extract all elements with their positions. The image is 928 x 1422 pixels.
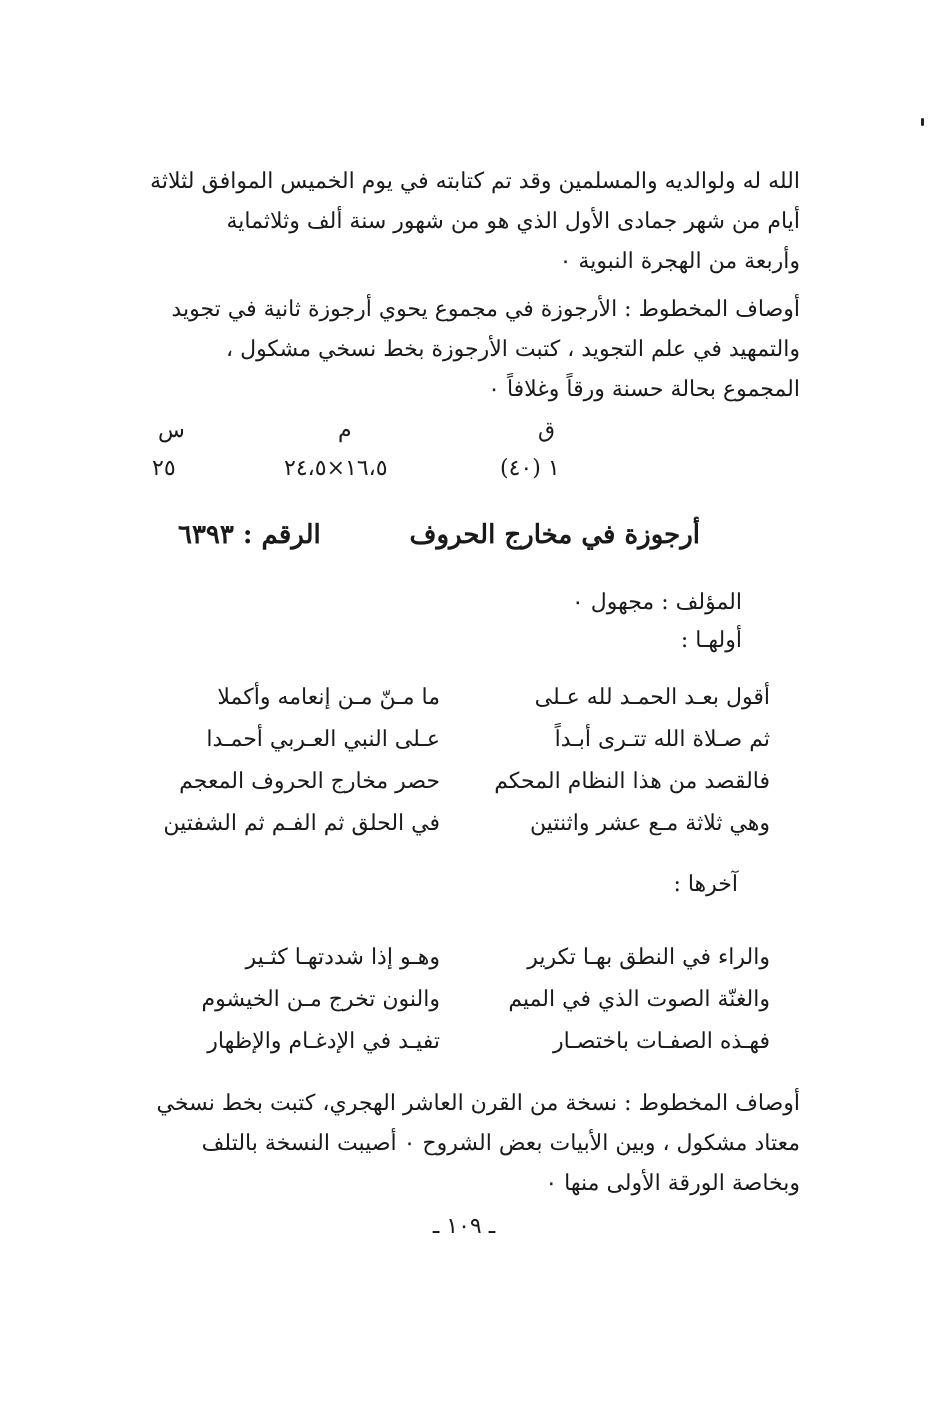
verse-row — [170, 1020, 770, 1062]
description-2-line-2: معتاد مشكول ، وبين الأبيات بعض الشروح ٠ أصيبت النسخة بالتلف — [201, 1131, 800, 1156]
verse-second-hemistich: ما مـنّ مـن إنعامه وأكملا — [217, 684, 440, 710]
colophon-line-2: أيام من شهر جمادى الأول الذي هو من شهور سنة ألف وثلاثماية — [226, 209, 800, 234]
manuscript-description-1 — [140, 290, 800, 410]
verse-row — [170, 718, 770, 760]
ending-label: آخرها : — [673, 872, 738, 897]
meta-header-s: س — [158, 418, 185, 443]
description-1-line-2: والتمهيد في علم التجويد ، كتبت الأرجوزة بخط نسخي مشكول ، — [225, 337, 800, 362]
margin-mark — [921, 118, 924, 126]
verse-second-hemistich: في الحلق ثم الفـم ثم الشفتين — [163, 810, 440, 836]
manuscript-description-2 — [140, 1084, 800, 1204]
verse-second-hemistich: حصر مخارج الحروف المعجم — [179, 768, 440, 794]
verse-first-hemistich: ثم صـلاة الله تتـرى أبـداً — [554, 726, 770, 752]
description-1-line-1: أوصاف المخطوط : الأرجوزة في مجموع يحوي أرجوزة ثانية في تجويد — [171, 297, 800, 322]
meta-value-m: ١٦،٥×٢٤،٥ — [284, 456, 388, 481]
entry-number: الرقم : ٦٣٩٣ — [178, 520, 321, 550]
verse-row — [163, 802, 770, 844]
verse-first-hemistich: والغنّة الصوت الذي في الميم — [508, 986, 770, 1012]
verse-second-hemistich: تفيـد في الإدغـام والإظهار — [207, 1028, 440, 1054]
entry-heading — [170, 520, 710, 564]
meta-header-m: م — [338, 418, 352, 443]
page-number: ـ ١٠٩ ـ — [432, 1214, 496, 1239]
verse-first-hemistich: فهـذه الصفـات باختصـار — [553, 1028, 770, 1054]
beginning-label: أولهـا : — [680, 628, 742, 653]
verse-first-hemistich: والراء في النطق بهـا تكرير — [527, 944, 770, 970]
colophon-paragraph — [140, 162, 800, 282]
verse-first-hemistich: وهي ثلاثة مـع عشر واثنتين — [529, 810, 770, 836]
meta-value-q: ١ (٤٠) — [500, 456, 560, 481]
verse-second-hemistich: عـلى النبي العـربي أحمـدا — [206, 726, 440, 752]
verse-second-hemistich: وهـو إذا شددتهـا كثـير — [245, 944, 440, 970]
colophon-line-1: الله له ولوالديه والمسلمين وقد تم كتابته في يوم الخميس الموافق لثلاثة — [150, 169, 800, 194]
description-1-line-3: المجموع بحالة حسنة ورقاً وغلافاً ٠ — [488, 377, 800, 402]
description-2-line-3: وبخاصة الورقة الأولى منها ٠ — [545, 1171, 800, 1196]
ending-verses — [170, 936, 770, 1062]
meta-header-q: ق — [538, 418, 556, 443]
verse-row — [170, 676, 770, 718]
description-2-line-1: أوصاف المخطوط : نسخة من القرن العاشر الهجري، كتبت بخط نسخي — [156, 1091, 800, 1116]
entry-title: أرجوزة في مخارج الحروف — [409, 520, 700, 550]
colophon-line-3: وأربعة من الهجرة النبوية ٠ — [559, 249, 800, 274]
beginning-verses — [163, 676, 770, 844]
author-line: المؤلف : مجهول ٠ — [571, 590, 742, 615]
verse-first-hemistich: فالقصد من هذا النظام المحكم — [494, 768, 770, 794]
verse-row — [170, 936, 770, 978]
meta-value-s: ٢٥ — [152, 456, 176, 481]
verse-row — [170, 760, 770, 802]
verse-first-hemistich: أقول بعـد الحمـد لله عـلى — [534, 684, 770, 710]
verse-row — [170, 978, 770, 1020]
verse-second-hemistich: والنون تخرج مـن الخيشوم — [201, 986, 440, 1012]
